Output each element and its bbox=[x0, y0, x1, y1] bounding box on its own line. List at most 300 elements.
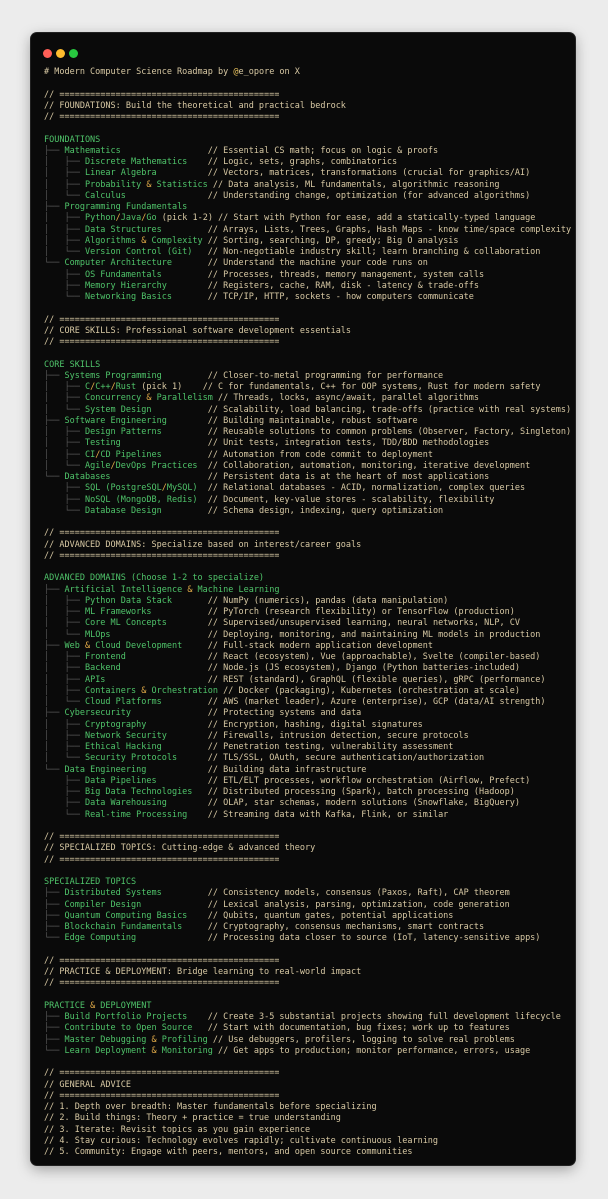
code-token: │ └── bbox=[44, 460, 85, 471]
code-token: Orchestration bbox=[146, 685, 219, 696]
code-line bbox=[44, 506, 571, 517]
code-line bbox=[44, 562, 571, 573]
code-token: // SPECIALIZED TOPICS: Cutting-edge & advanced theory bbox=[44, 843, 316, 854]
code-token: FOUNDATIONS bbox=[44, 134, 101, 145]
code-token: Parallelism bbox=[151, 393, 213, 404]
code-token: // Automation from code commit to deployment bbox=[161, 449, 433, 460]
code-token: ├── bbox=[44, 370, 65, 381]
code-token: Quantum Computing Basics bbox=[64, 910, 188, 921]
code-token: # Modern Computer Science Roadmap by bbox=[44, 67, 234, 77]
code-token: // Reusable solutions to common problems (Observer, Factory, Singleton) bbox=[161, 427, 572, 437]
code-token: │ ├── bbox=[44, 157, 85, 167]
code-token: // Use debuggers, profilers, logging to solve real problems bbox=[207, 1034, 515, 1045]
code-token: // Threads, locks, async/await, parallel algorithms bbox=[212, 393, 480, 404]
code-token: / bbox=[110, 460, 116, 471]
code-line bbox=[44, 270, 571, 281]
code-line bbox=[44, 675, 571, 686]
code-token: ├── bbox=[44, 775, 85, 786]
code-token: Java bbox=[120, 213, 142, 224]
code-line bbox=[44, 821, 571, 832]
code-line bbox=[44, 123, 571, 134]
close-window-button[interactable] bbox=[43, 49, 52, 58]
code-token: ├── bbox=[44, 483, 85, 494]
code-line bbox=[44, 1046, 571, 1057]
code-token: // Unit tests, integration tests, TDD/BDD methodologies bbox=[120, 438, 490, 449]
code-line bbox=[44, 1001, 571, 1012]
code-line bbox=[44, 866, 571, 877]
code-token: ├── bbox=[44, 1023, 65, 1034]
code-token: │ └── bbox=[44, 404, 85, 415]
code-token: ├── bbox=[44, 269, 85, 280]
code-token: ├── bbox=[44, 584, 65, 595]
code-token: SQL (PostgreSQL bbox=[84, 483, 162, 494]
code-token: Data Engineering bbox=[64, 764, 147, 775]
code-line bbox=[44, 1136, 571, 1147]
code-line bbox=[44, 438, 571, 449]
code-line bbox=[44, 382, 571, 393]
code-token: // REST (standard), GraphQL (flexible queries), gRPC (performance) bbox=[105, 674, 546, 685]
code-token: / bbox=[90, 382, 96, 392]
code-token: Design Patterns bbox=[84, 427, 162, 437]
code-line bbox=[44, 585, 571, 596]
code-token: │ ├── bbox=[44, 235, 85, 246]
code-line bbox=[44, 315, 571, 326]
code-token: // Full-stack modern application development bbox=[182, 640, 433, 651]
code-line bbox=[44, 90, 571, 101]
code-line bbox=[44, 573, 571, 584]
code-line bbox=[44, 922, 571, 933]
code-line bbox=[44, 360, 571, 371]
code-token: │ ├── bbox=[44, 168, 85, 179]
code-token: Programming Fundamentals bbox=[64, 202, 188, 212]
code-token: │ ├── bbox=[44, 382, 85, 392]
code-token: // NumPy (numerics), pandas (data manipulation) bbox=[171, 595, 449, 606]
code-token: NoSQL (MongoDB, Redis) bbox=[84, 494, 198, 505]
code-token: │ └── bbox=[44, 629, 85, 640]
code-token: │ ├── bbox=[44, 179, 85, 190]
code-line bbox=[44, 742, 571, 753]
code-token: // Scalability, load balancing, trade-offs (practice with real systems) bbox=[151, 404, 572, 415]
code-token: // GENERAL ADVICE bbox=[44, 1079, 131, 1090]
code-line bbox=[44, 1113, 571, 1124]
code-token: // CORE SKILLS: Professional software development essentials bbox=[44, 325, 352, 336]
code-token: // Deploying, monitoring, and maintaining ML models in production bbox=[110, 629, 541, 640]
code-line bbox=[44, 652, 571, 663]
code-token: DEPLOYMENT bbox=[95, 1000, 152, 1011]
code-line bbox=[44, 1102, 571, 1113]
code-token: CI bbox=[84, 449, 96, 460]
code-token: │ ├── bbox=[44, 449, 85, 460]
code-line bbox=[44, 877, 571, 888]
code-token: // TLS/SSL, OAuth, secure authentication/authorization bbox=[177, 753, 485, 764]
code-token: Monitoring bbox=[156, 1045, 213, 1056]
code-token: MLOps bbox=[84, 629, 111, 640]
code-token: & bbox=[84, 640, 91, 651]
code-line bbox=[44, 393, 571, 404]
code-token: // 4. Stay curious: Technology evolves rapidly; cultivate continuous learning bbox=[44, 1135, 439, 1146]
code-token: // =========================================== bbox=[44, 854, 280, 865]
code-line bbox=[44, 990, 571, 1001]
code-line bbox=[44, 720, 571, 731]
code-token: │ ├── bbox=[44, 742, 85, 752]
code-line bbox=[44, 427, 571, 438]
code-token: // =========================================== bbox=[44, 112, 280, 122]
code-line bbox=[44, 258, 571, 269]
code-token: ├── bbox=[44, 798, 85, 809]
code-token: Data Structures bbox=[84, 224, 162, 235]
code-token: // Streaming data with Kafka, Flink, or similar bbox=[187, 809, 449, 820]
code-line bbox=[44, 191, 571, 202]
code-token: │ ├── bbox=[44, 685, 85, 696]
code-line bbox=[44, 303, 571, 314]
code-token: └── bbox=[44, 292, 85, 302]
code-token: │ ├── bbox=[44, 438, 85, 449]
code-line bbox=[44, 78, 571, 89]
code-token: ├── bbox=[44, 415, 65, 426]
code-line bbox=[44, 495, 571, 506]
code-line bbox=[44, 450, 571, 461]
code-token: // ADVANCED DOMAINS: Specialize based on interest/career goals bbox=[44, 539, 362, 550]
code-line bbox=[44, 213, 571, 224]
code-token: Memory Hierarchy bbox=[84, 280, 167, 291]
code-token: // Logic, sets, graphs, combinatorics bbox=[187, 157, 398, 167]
code-line bbox=[44, 810, 571, 821]
code-token: Discrete Mathematics bbox=[84, 157, 188, 167]
code-line bbox=[44, 157, 571, 168]
code-token: │ ├── bbox=[44, 607, 85, 617]
code-token: Systems Programming bbox=[64, 370, 162, 381]
code-token: ├── bbox=[44, 787, 85, 797]
code-line bbox=[44, 1068, 571, 1079]
code-token: └── bbox=[44, 1045, 65, 1056]
code-token: // 5. Community: Engage with peers, mentors, and open source communities bbox=[44, 1147, 413, 1157]
code-token: │ ├── bbox=[44, 719, 85, 730]
code-line bbox=[44, 843, 571, 854]
code-token: // Processing data closer to source (IoT, latency-sensitive apps) bbox=[136, 933, 541, 944]
code-token: OS Fundamentals bbox=[84, 269, 162, 280]
code-token: │ └── bbox=[44, 190, 85, 201]
code-token: Cybersecurity bbox=[64, 708, 132, 719]
code-token: // PRACTICE & DEPLOYMENT: Bridge learning to real-world impact bbox=[44, 967, 362, 977]
code-token: Backend bbox=[84, 663, 121, 674]
code-token: // Node.js (JS ecosystem), Django (Python batteries-included) bbox=[120, 663, 520, 674]
code-token: APIs bbox=[84, 674, 106, 685]
code-token: Core ML Concepts bbox=[84, 618, 167, 629]
code-line bbox=[44, 337, 571, 348]
code-token: Rust bbox=[115, 382, 137, 392]
code-token: Computer Architecture bbox=[64, 258, 172, 269]
code-token: Concurrency bbox=[84, 393, 147, 404]
code-line bbox=[44, 967, 571, 978]
code-token: // Penetration testing, vulnerability assessment bbox=[161, 742, 454, 752]
code-token: // Arrays, Lists, Trees, Graphs, Hash Maps - know time/space complexity bbox=[161, 224, 572, 235]
code-token: │ ├── bbox=[44, 618, 85, 629]
code-token: Probability bbox=[84, 179, 147, 190]
code-line bbox=[44, 517, 571, 528]
code-token: // =========================================== bbox=[44, 528, 280, 539]
code-token: // Lexical analysis, parsing, optimization, code generation bbox=[141, 899, 510, 910]
code-line bbox=[44, 528, 571, 539]
code-token: │ ├── bbox=[44, 595, 85, 606]
code-token: Agile bbox=[84, 460, 111, 471]
code-token: CORE SKILLS bbox=[44, 359, 101, 370]
code-line bbox=[44, 180, 571, 191]
code-token: Go bbox=[146, 213, 157, 224]
code-token: // OLAP, star schemas, modern solutions (Snowflake, BigQuery) bbox=[166, 798, 520, 809]
code-line bbox=[44, 618, 571, 629]
code-line bbox=[44, 1023, 571, 1034]
code-token: // AWS (market leader), Azure (enterprise), GCP (data/AI strength) bbox=[161, 697, 546, 707]
code-token: Containers bbox=[84, 685, 142, 696]
code-token: // FOUNDATIONS: Build the theoretical and practical bedrock bbox=[44, 100, 346, 111]
code-token: (pick 1-2) // Start with Python for ease, add a statically-typed language bbox=[156, 213, 536, 224]
code-token: MySQL) bbox=[166, 483, 198, 494]
code-token: // Sorting, searching, DP, greedy; Big O analysis bbox=[202, 235, 459, 246]
code-token: │ └── bbox=[44, 753, 85, 764]
code-token: / bbox=[115, 213, 121, 224]
code-line bbox=[44, 753, 571, 764]
code-token: Profiling bbox=[156, 1034, 208, 1045]
maximize-window-button[interactable] bbox=[69, 49, 78, 58]
code-line bbox=[44, 945, 571, 956]
code-token: ├── bbox=[44, 708, 65, 719]
code-token: Edge Computing bbox=[64, 933, 137, 944]
code-token: // Firewalls, intrusion detection, secure protocols bbox=[166, 730, 469, 741]
code-line bbox=[44, 607, 571, 618]
code-token: Network Security bbox=[84, 730, 167, 741]
code-token: │ └── bbox=[44, 247, 85, 257]
code-line bbox=[44, 956, 571, 967]
code-token: // Relational databases - ACID, normalization, complex queries bbox=[197, 483, 526, 494]
code-token: // Building maintainable, robust software bbox=[166, 415, 418, 426]
code-token: │ ├── bbox=[44, 730, 85, 741]
code-line bbox=[44, 281, 571, 292]
code-line bbox=[44, 236, 571, 247]
code-line bbox=[44, 1080, 571, 1091]
code-line bbox=[44, 247, 571, 258]
code-line bbox=[44, 146, 571, 157]
code-line bbox=[44, 101, 571, 112]
code-line bbox=[44, 292, 571, 303]
code-token: // 1. Depth over breadth: Master fundamentals before specializing bbox=[44, 1102, 377, 1112]
code-token: ├── bbox=[44, 922, 65, 932]
code-token: // Closer-to-metal programming for performance bbox=[161, 370, 444, 381]
code-token: Distributed Systems bbox=[64, 888, 162, 899]
code-token: └── bbox=[44, 809, 85, 820]
code-token: └── bbox=[44, 505, 85, 516]
code-token: └── bbox=[44, 258, 65, 269]
code-token: / bbox=[110, 382, 116, 392]
code-line bbox=[44, 1091, 571, 1102]
code-line bbox=[44, 855, 571, 866]
code-token: // React (ecosystem), Vue (approachable), Svelte (compiler-based) bbox=[125, 652, 541, 662]
code-line bbox=[44, 708, 571, 719]
code-token: ├── bbox=[44, 1034, 65, 1045]
code-line bbox=[44, 348, 571, 359]
code-token: ├── bbox=[44, 280, 85, 291]
code-line bbox=[44, 798, 571, 809]
code-token: Build Portfolio Projects bbox=[64, 1012, 188, 1022]
code-token: // Building data infrastructure bbox=[146, 764, 367, 775]
code-token: // Understand the machine your code runs on bbox=[171, 258, 428, 269]
minimize-window-button[interactable] bbox=[56, 49, 65, 58]
code-token: e_opore on X bbox=[238, 67, 300, 77]
code-token: // =========================================== bbox=[44, 955, 280, 966]
code-line bbox=[44, 483, 571, 494]
code-token: // Essential CS math; focus on logic & proofs bbox=[120, 145, 439, 156]
code-line bbox=[44, 1125, 571, 1136]
code-line bbox=[44, 832, 571, 843]
code-token: Calculus bbox=[84, 190, 126, 201]
code-token: Machine Learning bbox=[192, 584, 280, 595]
code-token: ├── bbox=[44, 145, 65, 156]
code-line bbox=[44, 67, 571, 78]
code-line bbox=[44, 112, 571, 123]
code-token: // =========================================== bbox=[44, 550, 280, 561]
code-token: // Qubits, quantum gates, potential applications bbox=[187, 910, 454, 921]
code-token: // =========================================== bbox=[44, 337, 280, 347]
code-line bbox=[44, 765, 571, 776]
code-token: // Registers, cache, RAM, disk - latency & trade-offs bbox=[166, 280, 480, 291]
code-token: & bbox=[146, 393, 152, 404]
code-token: │ ├── bbox=[44, 674, 85, 685]
code-token: // Protecting systems and data bbox=[131, 708, 362, 719]
code-token: Python bbox=[84, 213, 116, 224]
code-line bbox=[44, 1012, 571, 1023]
code-token: (pick 1) // C for fundamentals, C++ for OOP systems, Rust for modern safety bbox=[136, 382, 541, 392]
code-token: Data Warehousing bbox=[84, 798, 167, 809]
code-token: // 3. Iterate: Revisit topics as you gain experience bbox=[44, 1124, 311, 1135]
code-line bbox=[44, 135, 571, 146]
code-token: Cloud Platforms bbox=[84, 697, 162, 707]
code-token: Algorithms bbox=[84, 235, 142, 246]
code-token: // Start with documentation, bug fixes; work up to features bbox=[192, 1023, 510, 1034]
code-token: // =========================================== bbox=[44, 1090, 280, 1101]
code-token: @ bbox=[233, 67, 239, 77]
code-token: Database Design bbox=[84, 505, 162, 516]
code-token: SPECIALIZED TOPICS bbox=[44, 877, 137, 887]
code-token: Linear Algebra bbox=[84, 168, 157, 179]
code-line bbox=[44, 225, 571, 236]
code-token: Real-time Processing bbox=[84, 809, 188, 820]
code-token: Security Protocols bbox=[84, 753, 178, 764]
code-line bbox=[44, 1057, 571, 1068]
code-token: Frontend bbox=[84, 652, 126, 662]
code-token: // =========================================== bbox=[44, 89, 280, 100]
code-token: ├── bbox=[44, 1012, 65, 1022]
code-token: // =========================================== bbox=[44, 978, 280, 989]
code-line bbox=[44, 731, 571, 742]
window-controls bbox=[43, 43, 82, 53]
code-line bbox=[44, 416, 571, 427]
code-token: Cryptography bbox=[84, 719, 147, 730]
code-token: ├── bbox=[44, 899, 65, 910]
code-token: ML Frameworks bbox=[84, 607, 152, 617]
code-line bbox=[44, 1147, 571, 1158]
code-line bbox=[44, 630, 571, 641]
code-line bbox=[44, 776, 571, 787]
code-token: └── bbox=[44, 472, 65, 482]
code-token: Statistics bbox=[151, 179, 208, 190]
code-token: // Non-negotiable industry skill; learn branching & collaboration bbox=[192, 247, 541, 257]
code-token: Ethical Hacking bbox=[84, 742, 162, 752]
code-token: ├── bbox=[44, 888, 65, 899]
code-token: Mathematics bbox=[64, 145, 121, 156]
code-line bbox=[44, 978, 571, 989]
code-token: Compiler Design bbox=[64, 899, 142, 910]
code-token: Complexity bbox=[146, 235, 203, 246]
code-token: Databases bbox=[64, 472, 111, 482]
code-line bbox=[44, 168, 571, 179]
code-token: // =========================================== bbox=[44, 314, 280, 325]
code-token: PRACTICE bbox=[44, 1000, 91, 1011]
code-token: DevOps Practices bbox=[115, 460, 198, 471]
code-token: Master Debugging bbox=[64, 1034, 152, 1045]
code-line bbox=[44, 540, 571, 551]
code-token: ├── bbox=[44, 640, 65, 651]
code-line bbox=[44, 461, 571, 472]
code-token: / bbox=[141, 213, 147, 224]
code-token: // Consistency models, consensus (Paxos, Raft), CAP theorem bbox=[161, 888, 510, 899]
code-token: System Design bbox=[84, 404, 152, 415]
code-token: // Create 3-5 substantial projects showing full development lifecycle bbox=[187, 1012, 561, 1022]
code-token: // Document, key-value stores - scalability, flexibility bbox=[197, 494, 495, 505]
code-token: Testing bbox=[84, 438, 121, 449]
code-token: & bbox=[151, 1034, 157, 1045]
code-content bbox=[44, 67, 571, 1158]
code-line bbox=[44, 596, 571, 607]
code-token: Big Data Technologies bbox=[84, 787, 193, 797]
code-token: // 2. Build things: Theory + practice = true understanding bbox=[44, 1113, 341, 1124]
code-line bbox=[44, 686, 571, 697]
code-token: │ ├── bbox=[44, 213, 85, 224]
code-token: Networking Basics bbox=[84, 292, 172, 302]
code-token: Artificial Intelligence bbox=[64, 584, 188, 595]
code-token: // Understanding change, optimization (for advanced algorithms) bbox=[125, 190, 531, 201]
code-token: │ ├── bbox=[44, 652, 85, 662]
code-line bbox=[44, 697, 571, 708]
code-token: // Get apps to production; monitor performance, errors, usage bbox=[212, 1045, 531, 1056]
code-token: │ ├── bbox=[44, 427, 85, 437]
code-token: // Collaboration, automation, monitoring, iterative development bbox=[197, 460, 531, 471]
code-token: // PyTorch (research flexibility) or TensorFlow (production) bbox=[151, 607, 515, 617]
code-line bbox=[44, 787, 571, 798]
code-token: // Docker (packaging), Kubernetes (orchestration at scale) bbox=[218, 685, 520, 696]
code-token: Version Control (Git) bbox=[84, 247, 193, 257]
code-token: & bbox=[90, 1000, 96, 1011]
code-token: & bbox=[146, 179, 152, 190]
code-line bbox=[44, 472, 571, 483]
code-token: │ └── bbox=[44, 697, 85, 707]
code-token: ADVANCED DOMAINS (Choose 1-2 to specialize) bbox=[44, 573, 265, 584]
code-line bbox=[44, 663, 571, 674]
code-token: CD Pipelines bbox=[100, 449, 162, 460]
code-token: Blockchain Fundamentals bbox=[64, 922, 183, 932]
code-token: │ ├── bbox=[44, 393, 85, 404]
code-token: Learn Deployment bbox=[64, 1045, 152, 1056]
code-token: // Data analysis, ML fundamentals, algorithmic reasoning bbox=[207, 179, 500, 190]
code-token: Data Pipelines bbox=[84, 775, 157, 786]
code-token: C bbox=[84, 382, 91, 392]
code-line bbox=[44, 900, 571, 911]
code-line bbox=[44, 641, 571, 652]
code-token: Python Data Stack bbox=[84, 595, 172, 606]
code-token: Software Engineering bbox=[64, 415, 167, 426]
code-token: / bbox=[95, 449, 101, 460]
code-token: // Persistent data is at the heart of most applications bbox=[110, 472, 490, 482]
code-token: & bbox=[151, 1045, 157, 1056]
code-line bbox=[44, 911, 571, 922]
